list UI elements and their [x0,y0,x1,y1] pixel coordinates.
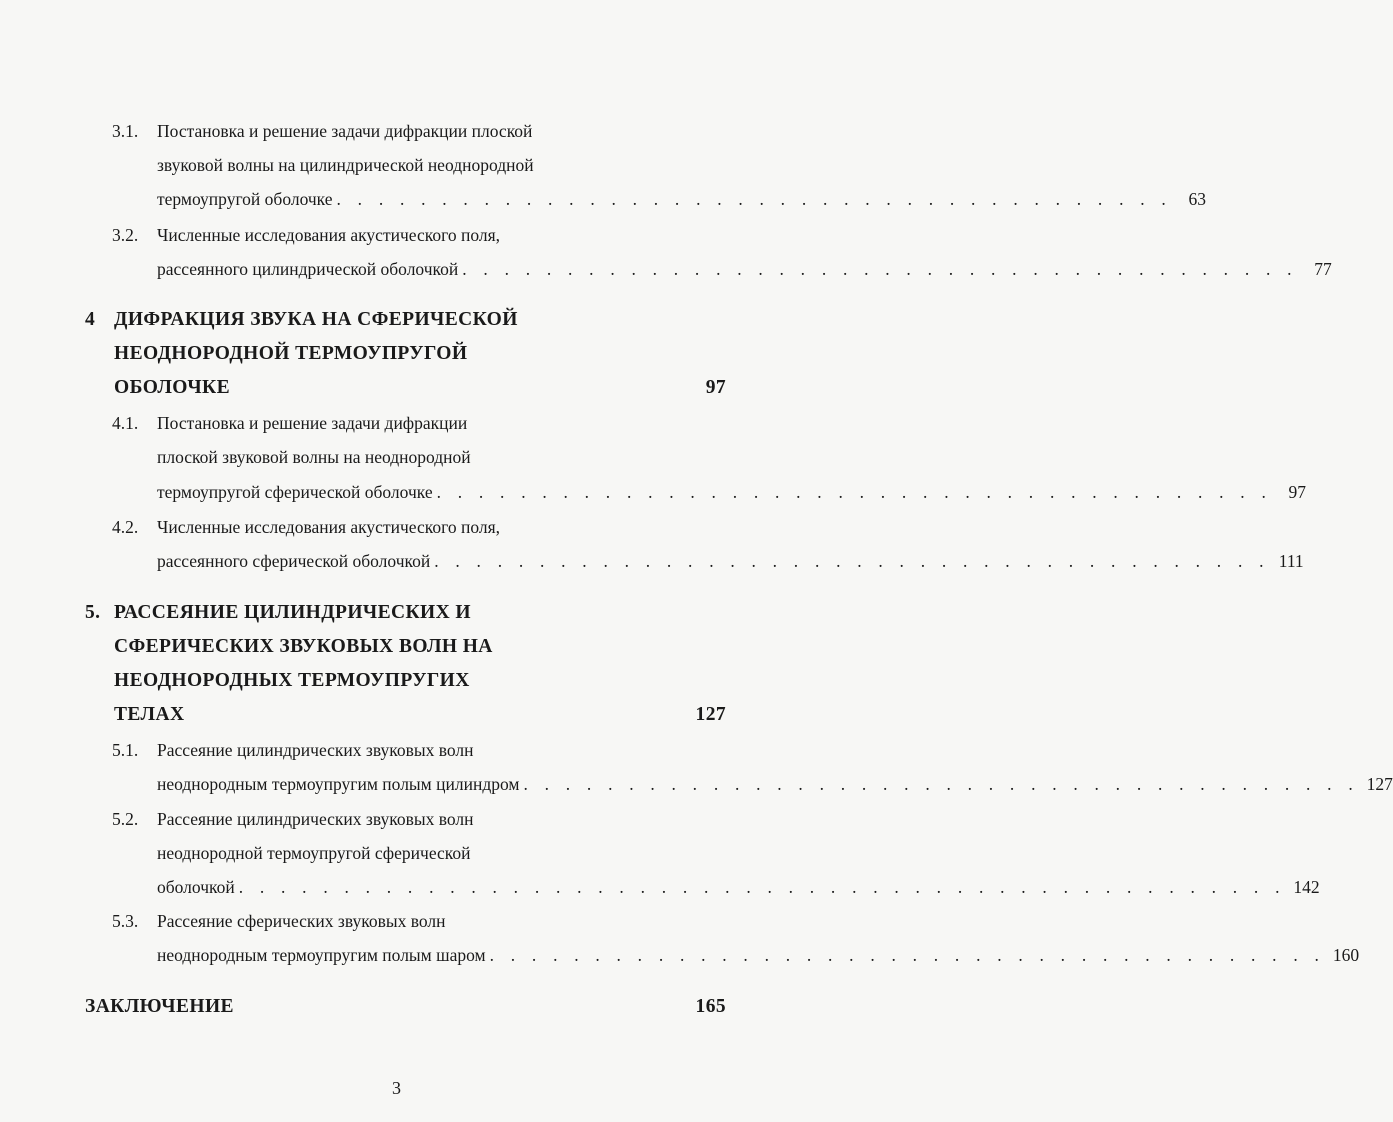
chapter-title-line: ДИФРАКЦИЯ ЗВУКА НА СФЕРИЧЕСКОЙ [114,309,518,330]
chapter-number: 4 [85,309,96,330]
section-title-line: Рассеяние цилиндрических звуковых волн [157,740,474,760]
section-title-line: Постановка и решение задачи дифракции [157,413,468,433]
dot-leader: . . . . . . . . . . . . . . . . . . . . . . . . . . . . . . . . . . . . . . . . [436,482,1273,502]
chapter-title-line: СФЕРИЧЕСКИХ ЗВУКОВЫХ ВОЛН НА [114,636,493,657]
section-title-line: неоднородным термоупругим полым цилиндром [157,774,520,794]
section-number: 5.3. [112,911,139,931]
section-number: 4.1. [112,413,139,433]
section-title-line: Численные исследования акустического поля, [157,225,501,245]
page-ref: 165 [695,996,726,1017]
page-ref: 63 [1188,189,1206,209]
chapter-title-line: НЕОДНОРОДНЫХ ТЕРМОУПРУГИХ [114,670,470,691]
dot-leader: . . . . . . . . . . . . . . . . . . . . . . . . . . . . . . . . . . . . . . . . [489,945,1326,965]
page-ref: 127 [695,704,726,725]
dot-leader: . . . . . . . . . . . . . . . . . . . . . . . . . . . . . . . . . . . . . . . . . . . . . . . . . . [238,877,1286,897]
page-number: 3 [392,1078,401,1098]
page-ref: 142 [1293,877,1320,897]
chapter-title-line: ОБОЛОЧКЕ [114,377,230,398]
section-title-line: Численные исследования акустического поля, [157,517,501,537]
section-title-line: неоднородной термоупругой сферической [157,843,471,863]
page-ref: 127 [1366,774,1393,794]
dot-leader: . . . . . . . . . . . . . . . . . . . . . . . . . . . . . . . . . . . . . . . . [336,189,1172,209]
chapter-title-line: ТЕЛАХ [114,704,185,725]
page-ref: 111 [1278,551,1304,571]
dot-leader: . . . . . . . . . . . . . . . . . . . . . . . . . . . . . . . . . . . . . . . . [462,259,1298,279]
section-number: 4.2. [112,517,139,537]
section-title-line: оболочкой [157,877,235,897]
section-number: 3.1. [112,121,139,141]
section-title-line: звуковой волны на цилиндрической неоднородной [157,155,534,175]
section-title-line: Рассеяние цилиндрических звуковых волн [157,809,474,829]
chapter-title-line: РАССЕЯНИЕ ЦИЛИНДРИЧЕСКИХ И [114,602,471,623]
section-title-line: рассеянного сферической оболочкой [157,551,431,571]
chapter-title-line: НЕОДНОРОДНОЙ ТЕРМОУПРУГОЙ [114,343,468,364]
section-title-line: неоднородным термоупругим полым шаром [157,945,486,965]
page-ref: 77 [1314,259,1332,279]
section-title-line: плоской звуковой волны на неоднородной [157,447,471,467]
section-title-line: термоупругой сферической оболочке [157,482,433,502]
section-title-line: термоупругой оболочке [157,189,333,209]
section-number: 3.2. [112,225,139,245]
dot-leader: . . . . . . . . . . . . . . . . . . . . . . . . . . . . . . . . . . . . . . . . [434,551,1270,571]
section-title-line: Рассеяние сферических звуковых волн [157,911,446,931]
chapter-number: 5. [85,602,101,623]
page-ref: 97 [1288,482,1307,502]
section-title-line: рассеянного цилиндрической оболочкой [157,259,459,279]
dot-leader: . . . . . . . . . . . . . . . . . . . . . . . . . . . . . . . . . . . . . . . . [523,774,1359,794]
section-title-line: Постановка и решение задачи дифракции плоской [157,121,533,141]
page-ref: 97 [705,377,726,398]
section-number: 5.2. [112,809,139,829]
page-ref: 160 [1332,945,1360,965]
section-number: 5.1. [112,740,139,760]
conclusion-title: ЗАКЛЮЧЕНИЕ [85,996,234,1017]
